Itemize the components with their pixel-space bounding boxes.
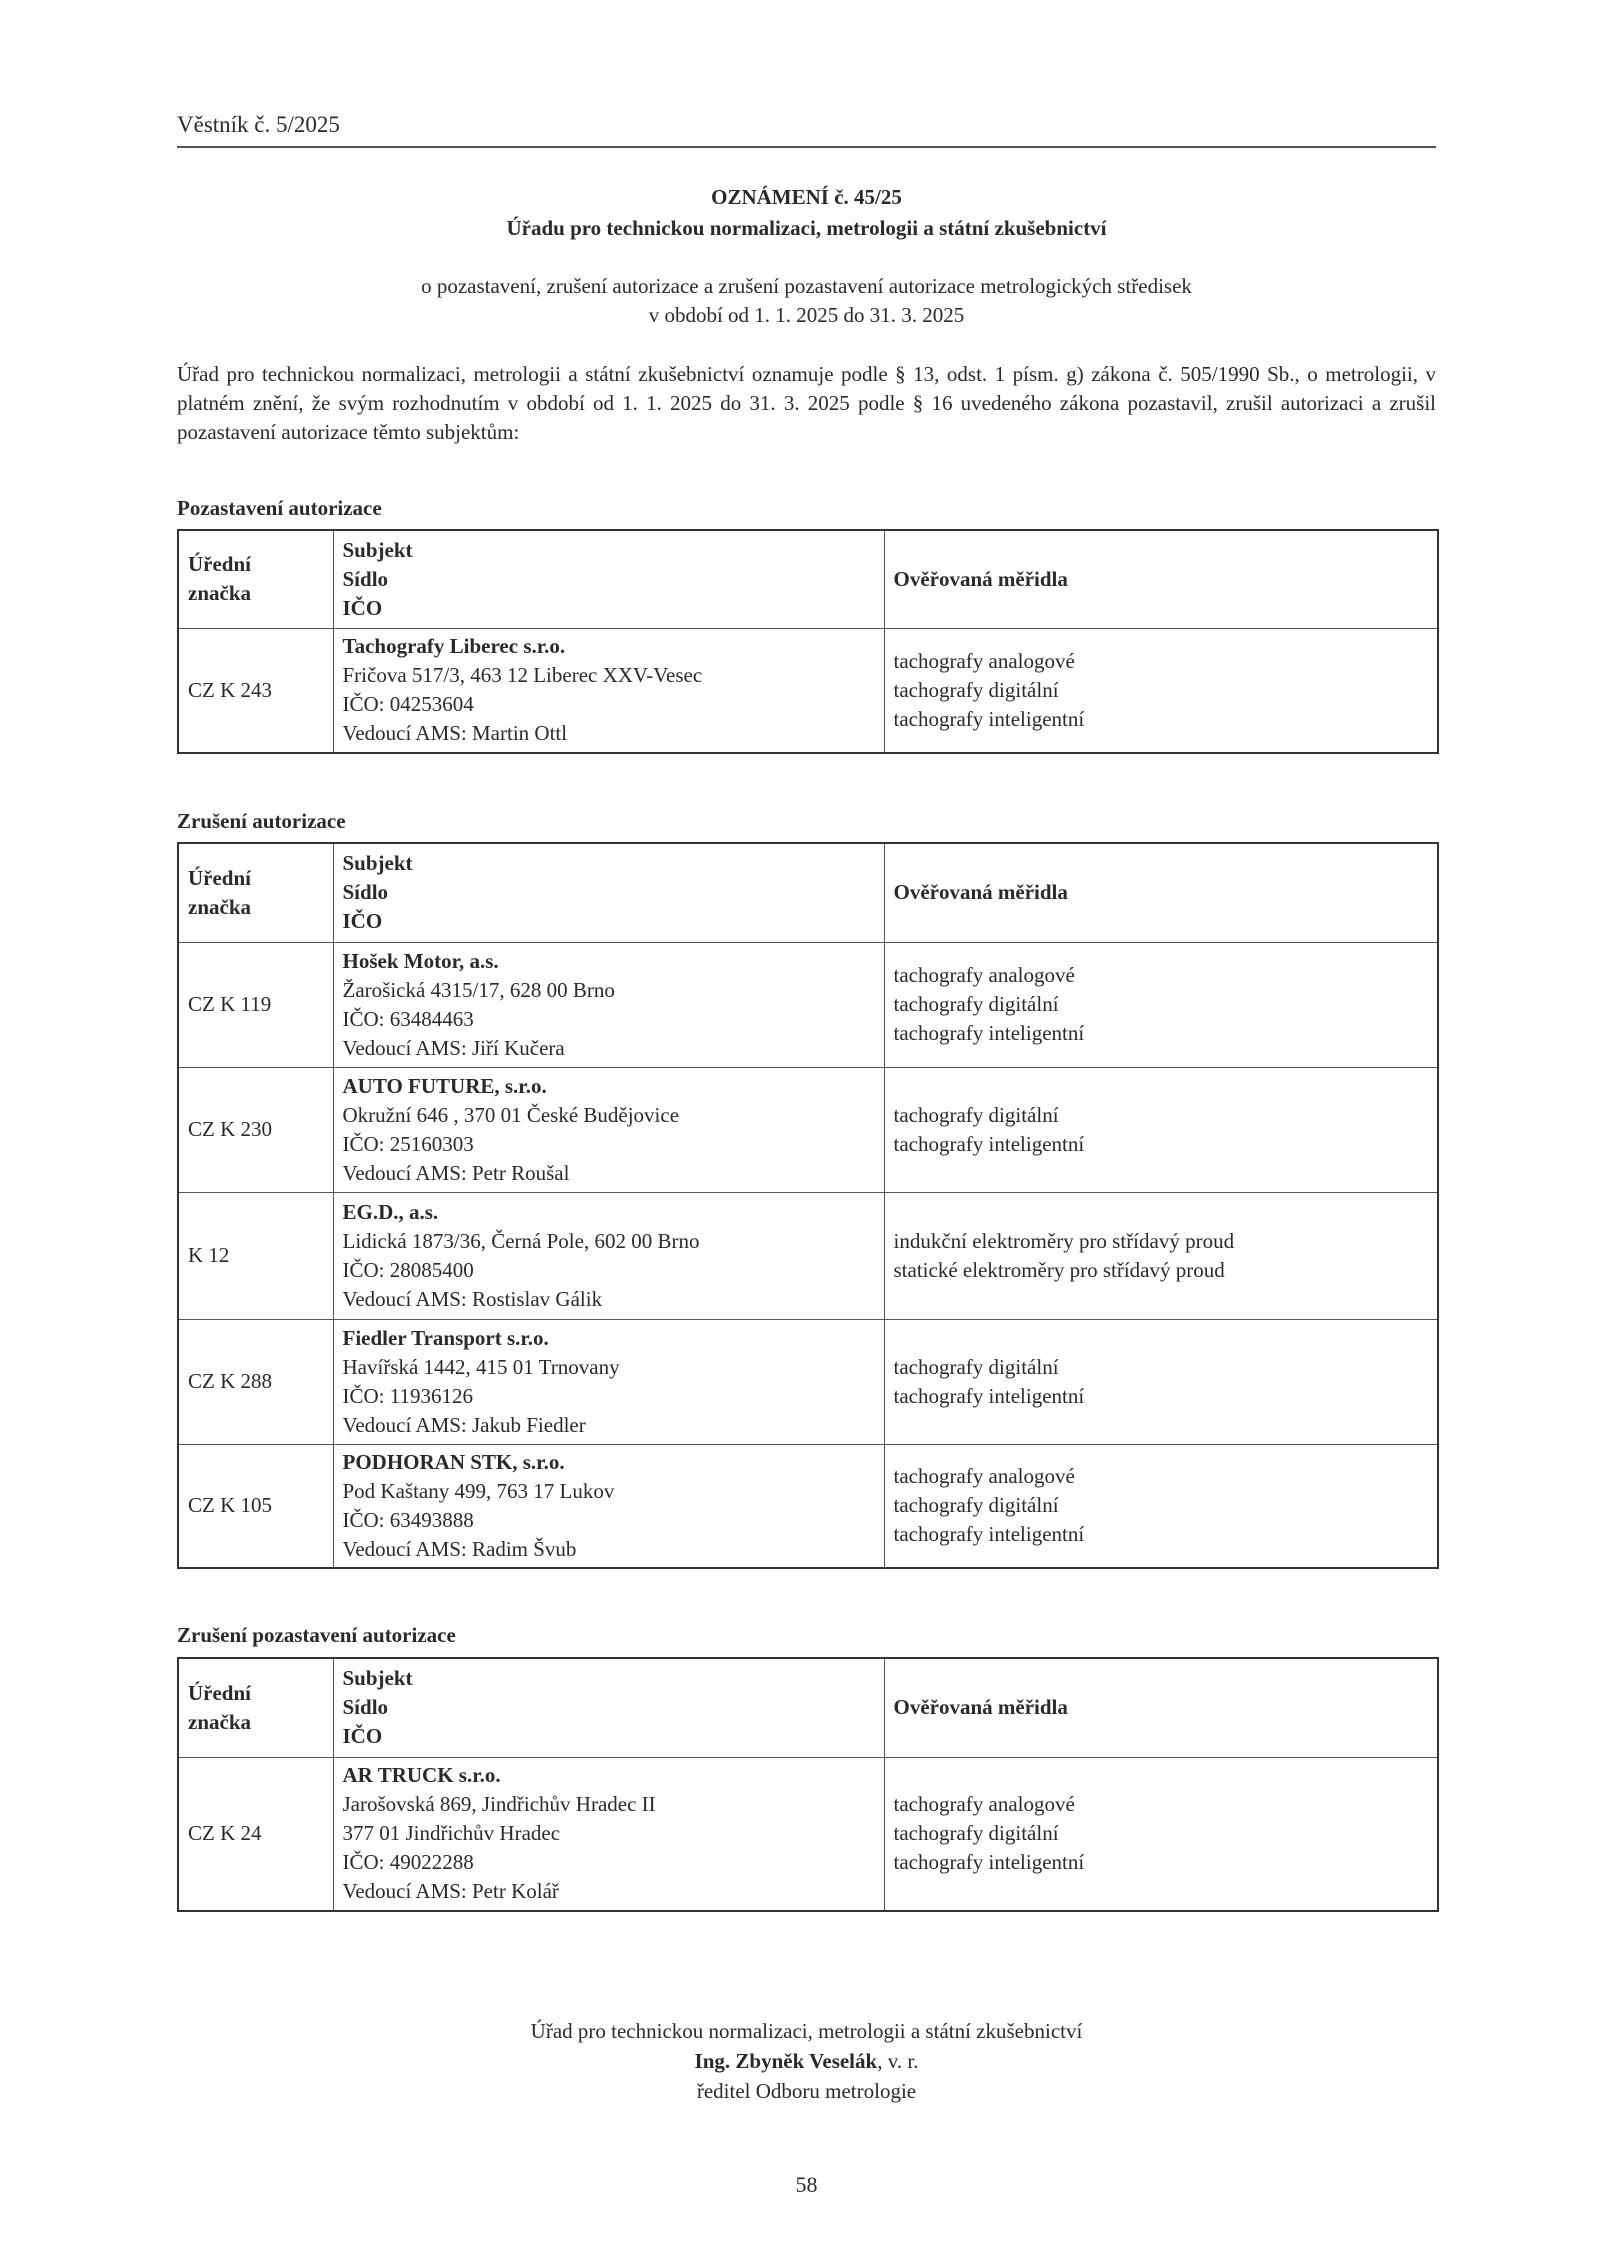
subject-head: Vedoucí AMS: Radim Švub bbox=[342, 1536, 577, 1561]
subject-name: Tachografy Liberec s.r.o. bbox=[342, 634, 566, 659]
instrument-item: tachografy inteligentní bbox=[893, 706, 1085, 731]
header-mark bbox=[178, 530, 333, 628]
subject-address: Fričova 517/3, 463 12 Liberec XXV-Vesec bbox=[342, 663, 703, 688]
instrument-item: tachografy digitální bbox=[893, 1354, 1059, 1379]
subject-ico: IČO: 28085400 bbox=[342, 1257, 474, 1282]
subject-cell bbox=[333, 1192, 884, 1319]
instruments-cell bbox=[884, 942, 1438, 1067]
table-row bbox=[178, 628, 1438, 753]
authorization-table bbox=[177, 842, 1439, 1569]
header-text: Subjekt bbox=[342, 851, 413, 876]
subject-address: Žarošická 4315/17, 628 00 Brno bbox=[342, 977, 615, 1002]
instrument-item: tachografy analogové bbox=[893, 1464, 1075, 1489]
header-text: Subjekt bbox=[342, 537, 413, 562]
subject-name: Fiedler Transport s.r.o. bbox=[342, 1325, 549, 1350]
subject-address: Okružní 646 , 370 01 České Budějovice bbox=[342, 1102, 680, 1127]
subject-head: Vedoucí AMS: Rostislav Gálik bbox=[342, 1286, 603, 1311]
instrument-item: tachografy digitální bbox=[893, 992, 1059, 1016]
subject-head: Vedoucí AMS: Jakub Fiedler bbox=[342, 1412, 586, 1437]
subject-ico: IČO: 49022288 bbox=[342, 1850, 474, 1875]
subject-ico: IČO: 11936126 bbox=[342, 1383, 473, 1408]
header-subject bbox=[333, 530, 884, 628]
official-mark: CZ K 24 bbox=[178, 1757, 333, 1911]
table-header-row bbox=[178, 843, 1438, 942]
section-title: Pozastavení autorizace bbox=[177, 496, 382, 520]
header-mark bbox=[178, 843, 333, 942]
instrument-item: tachografy digitální bbox=[893, 1493, 1059, 1518]
journal-header: Věstník č. 5/2025 bbox=[177, 112, 340, 137]
instrument-item: tachografy analogové bbox=[893, 963, 1075, 987]
header-instruments: Ověřovaná měřidla bbox=[884, 1658, 1438, 1757]
header-text: Úřední bbox=[188, 552, 251, 577]
header-text: Sídlo bbox=[342, 1695, 389, 1720]
subject-cell bbox=[333, 1444, 884, 1568]
instrument-item: tachografy inteligentní bbox=[893, 1522, 1085, 1547]
subject-cell bbox=[333, 942, 884, 1067]
authorization-table bbox=[177, 529, 1439, 754]
header-instruments: Ověřovaná měřidla bbox=[884, 843, 1438, 942]
table-row bbox=[178, 1444, 1438, 1568]
header-text: IČO bbox=[342, 1724, 383, 1749]
instrument-item: tachografy inteligentní bbox=[893, 1021, 1085, 1045]
header-text: Sídlo bbox=[342, 880, 389, 905]
instrument-item: statické elektroměry pro střídavý proud bbox=[893, 1257, 1225, 1282]
subject-cell bbox=[333, 1757, 884, 1911]
instrument-item: tachografy digitální bbox=[893, 1821, 1059, 1846]
header-text: značka bbox=[188, 581, 251, 606]
subject-address: Jarošovská 869, Jindřichův Hradec II bbox=[342, 1792, 656, 1817]
header-divider bbox=[177, 146, 1436, 148]
subject-head: Vedoucí AMS: Jiří Kučera bbox=[342, 1035, 565, 1060]
official-mark: CZ K 230 bbox=[178, 1067, 333, 1192]
instrument-item: tachografy digitální bbox=[893, 1102, 1059, 1127]
authorization-table bbox=[177, 1657, 1439, 1912]
subject-name: PODHORAN STK, s.r.o. bbox=[342, 1449, 565, 1474]
header-text: Úřední bbox=[188, 865, 251, 890]
notice-issuer: Úřadu pro technickou normalizaci, metrologii a státní zkušebnictví bbox=[506, 216, 1107, 240]
instrument-item: tachografy inteligentní bbox=[893, 1850, 1085, 1875]
subject-head: Vedoucí AMS: Martin Ottl bbox=[342, 721, 568, 746]
header-text: Úřední bbox=[188, 1680, 251, 1705]
table-row bbox=[178, 942, 1438, 1067]
official-mark: CZ K 288 bbox=[178, 1319, 333, 1444]
table-row bbox=[178, 1067, 1438, 1192]
signature-office: Úřad pro technickou normalizaci, metrologii a státní zkušebnictví bbox=[530, 2019, 1083, 2043]
header-text: Subjekt bbox=[342, 1666, 413, 1691]
instrument-item: tachografy digitální bbox=[893, 677, 1059, 702]
signature-role: ředitel Odboru metrologie bbox=[696, 2079, 917, 2103]
subject-address: Lidická 1873/36, Černá Pole, 602 00 Brno bbox=[342, 1228, 700, 1253]
official-mark: CZ K 105 bbox=[178, 1444, 333, 1568]
table-row bbox=[178, 1757, 1438, 1911]
header-text: Sídlo bbox=[342, 566, 389, 591]
instrument-item: tachografy inteligentní bbox=[893, 1131, 1085, 1156]
header-subject bbox=[333, 843, 884, 942]
official-mark: CZ K 119 bbox=[178, 942, 333, 1067]
header-text: značka bbox=[188, 894, 251, 919]
header-instruments: Ověřovaná měřidla bbox=[884, 530, 1438, 628]
table-header-row bbox=[178, 530, 1438, 628]
subject-cell bbox=[333, 1067, 884, 1192]
instruments-cell bbox=[884, 628, 1438, 753]
section-title: Zrušení pozastavení autorizace bbox=[177, 1623, 456, 1647]
subject-head: Vedoucí AMS: Petr Roušal bbox=[342, 1160, 570, 1185]
subject-name: AUTO FUTURE, s.r.o. bbox=[342, 1073, 547, 1098]
header-mark bbox=[178, 1658, 333, 1757]
subject-name: EG.D., a.s. bbox=[342, 1199, 439, 1224]
subject-address: Havířská 1442, 415 01 Trnovany bbox=[342, 1354, 620, 1379]
header-text: IČO bbox=[342, 909, 383, 934]
subject-ico: IČO: 63493888 bbox=[342, 1507, 474, 1532]
page-number: 58 bbox=[795, 2172, 818, 2197]
notice-title: OZNÁMENÍ č. 45/25 bbox=[711, 185, 902, 209]
header-text: IČO bbox=[342, 595, 383, 620]
signature-name: Ing. Zbyněk Veselák bbox=[694, 2049, 878, 2073]
signature-suffix: , v. r. bbox=[877, 2049, 919, 2073]
subject-ico: IČO: 04253604 bbox=[342, 692, 474, 717]
table-row bbox=[178, 1192, 1438, 1319]
subject-name: Hošek Motor, a.s. bbox=[342, 948, 499, 973]
subject-head: Vedoucí AMS: Petr Kolář bbox=[342, 1879, 559, 1904]
instrument-item: tachografy analogové bbox=[893, 1792, 1075, 1817]
instruments-cell bbox=[884, 1067, 1438, 1192]
instrument-item: indukční elektroměry pro střídavý proud bbox=[893, 1228, 1235, 1253]
section-title: Zrušení autorizace bbox=[177, 809, 346, 833]
subject-name: AR TRUCK s.r.o. bbox=[342, 1763, 501, 1788]
subject-cell bbox=[333, 1319, 884, 1444]
subject-ico: IČO: 63484463 bbox=[342, 1006, 474, 1031]
signature-block bbox=[177, 2016, 1436, 2106]
instruments-cell bbox=[884, 1444, 1438, 1568]
table-header-row bbox=[178, 1658, 1438, 1757]
notice-period: v období od 1. 1. 2025 do 31. 3. 2025 bbox=[648, 303, 965, 327]
table-row bbox=[178, 1319, 1438, 1444]
header-subject bbox=[333, 1658, 884, 1757]
subject-address: 377 01 Jindřichův Hradec bbox=[342, 1821, 561, 1846]
official-mark: CZ K 243 bbox=[178, 628, 333, 753]
instrument-item: tachografy inteligentní bbox=[893, 1383, 1085, 1408]
subject-cell bbox=[333, 628, 884, 753]
subject-ico: IČO: 25160303 bbox=[342, 1131, 474, 1156]
official-mark: K 12 bbox=[178, 1192, 333, 1319]
notice-subject: o pozastavení, zrušení autorizace a zrušení pozastavení autorizace metrologických středisek bbox=[421, 274, 1192, 298]
instrument-item: tachografy analogové bbox=[893, 648, 1075, 673]
instruments-cell bbox=[884, 1192, 1438, 1319]
intro-paragraph: Úřad pro technickou normalizaci, metrologii a státní zkušebnictví oznamuje podle § 13, odst. 1 písm. g) zákona č. 505/1990 Sb., o metrologii, v platném znění, že svým rozhodnutím v období od 1. 1. 2025 do 31. 3. 2025 podle § 16 uvedeného zákona pozastavil, zrušil autorizaci a zrušil pozastavení autorizace těmto subjektům: bbox=[177, 362, 1436, 444]
instruments-cell bbox=[884, 1319, 1438, 1444]
subject-address: Pod Kaštany 499, 763 17 Lukov bbox=[342, 1478, 615, 1503]
header-text: značka bbox=[188, 1709, 251, 1734]
instruments-cell bbox=[884, 1757, 1438, 1911]
